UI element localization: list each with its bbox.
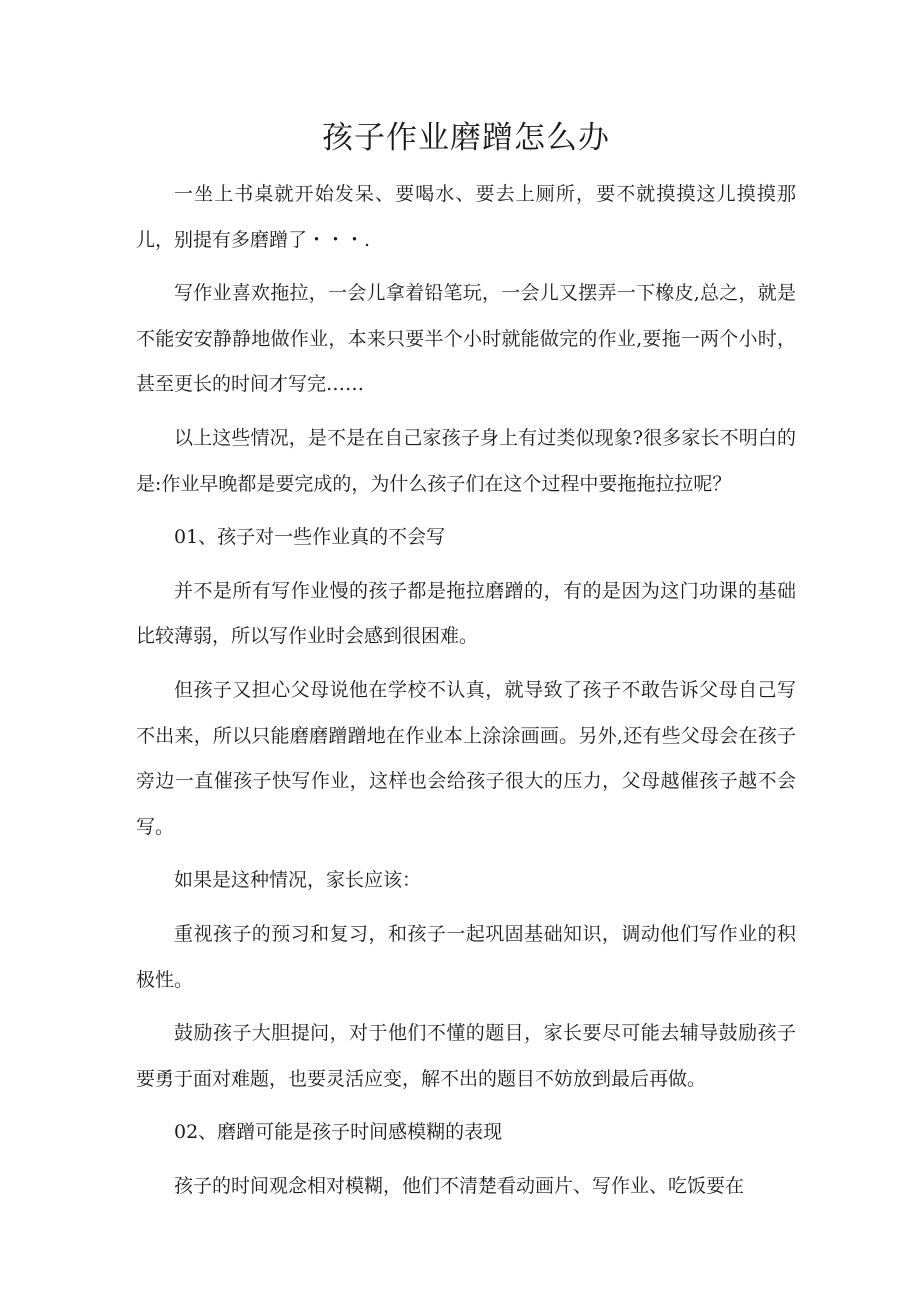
paragraph-1: 一坐上书桌就开始发呆、要喝水、要去上厕所，要不就摸摸这儿摸摸那儿，别提有多磨蹭了・・・. [136, 183, 796, 251]
paragraph-8: 鼓励孩子大胆提问，对于他们不懂的题目，家长要尽可能去辅导鼓励孩子要勇于面对难题，也要灵活应变，解不出的题目不妨放到最后再做。 [136, 1022, 796, 1090]
paragraph-9: 孩子的时间观念相对模糊，他们不清楚看动画片、写作业、吃饭要在 [174, 1174, 745, 1197]
paragraph-6: 如果是这种情况，家长应该： [174, 869, 422, 892]
paragraph-2: 写作业喜欢拖拉，一会儿拿着铅笔玩，一会儿又摆弄一下橡皮,总之，就是不能安安静静地做作业，本来只要半个小时就能做完的作业,要拖一两个小时，甚至更长的时间才写完…… [136, 282, 796, 396]
paragraph-3: 以上这些情况，是不是在自己家孩子身上有过类似现象?很多家长不明白的是:作业早晚都是要完成的，为什么孩子们在这个过程中要拖拖拉拉呢？ [136, 426, 796, 495]
paragraph-7: 重视孩子的预习和复习，和孩子一起巩固基础知识，调动他们写作业的积极性。 [136, 922, 796, 991]
document-page [136, 112, 796, 1217]
document-title: 孩子作业磨蹭怎么办 [322, 120, 610, 156]
section-heading-02: 02、磨蹭可能是孩子时间感模糊的表现 [174, 1121, 503, 1144]
section-heading-01: 01、孩子对一些作业真的不会写 [174, 526, 446, 549]
paragraph-4: 并不是所有写作业慢的孩子都是拖拉磨蹭的，有的是因为这门功课的基础比较薄弱，所以写作业时会感到很困难。 [136, 579, 796, 648]
paragraph-5: 但孩子又担心父母说他在学校不认真，就导致了孩子不敢告诉父母自己写不出来，所以只能磨磨蹭蹭地在作业本上涂涂画画。另外,还有些父母会在孩子旁边一直催孩子快写作业，这样也会给孩子很大的压力，父母越催孩子越不会写。 [136, 678, 796, 838]
